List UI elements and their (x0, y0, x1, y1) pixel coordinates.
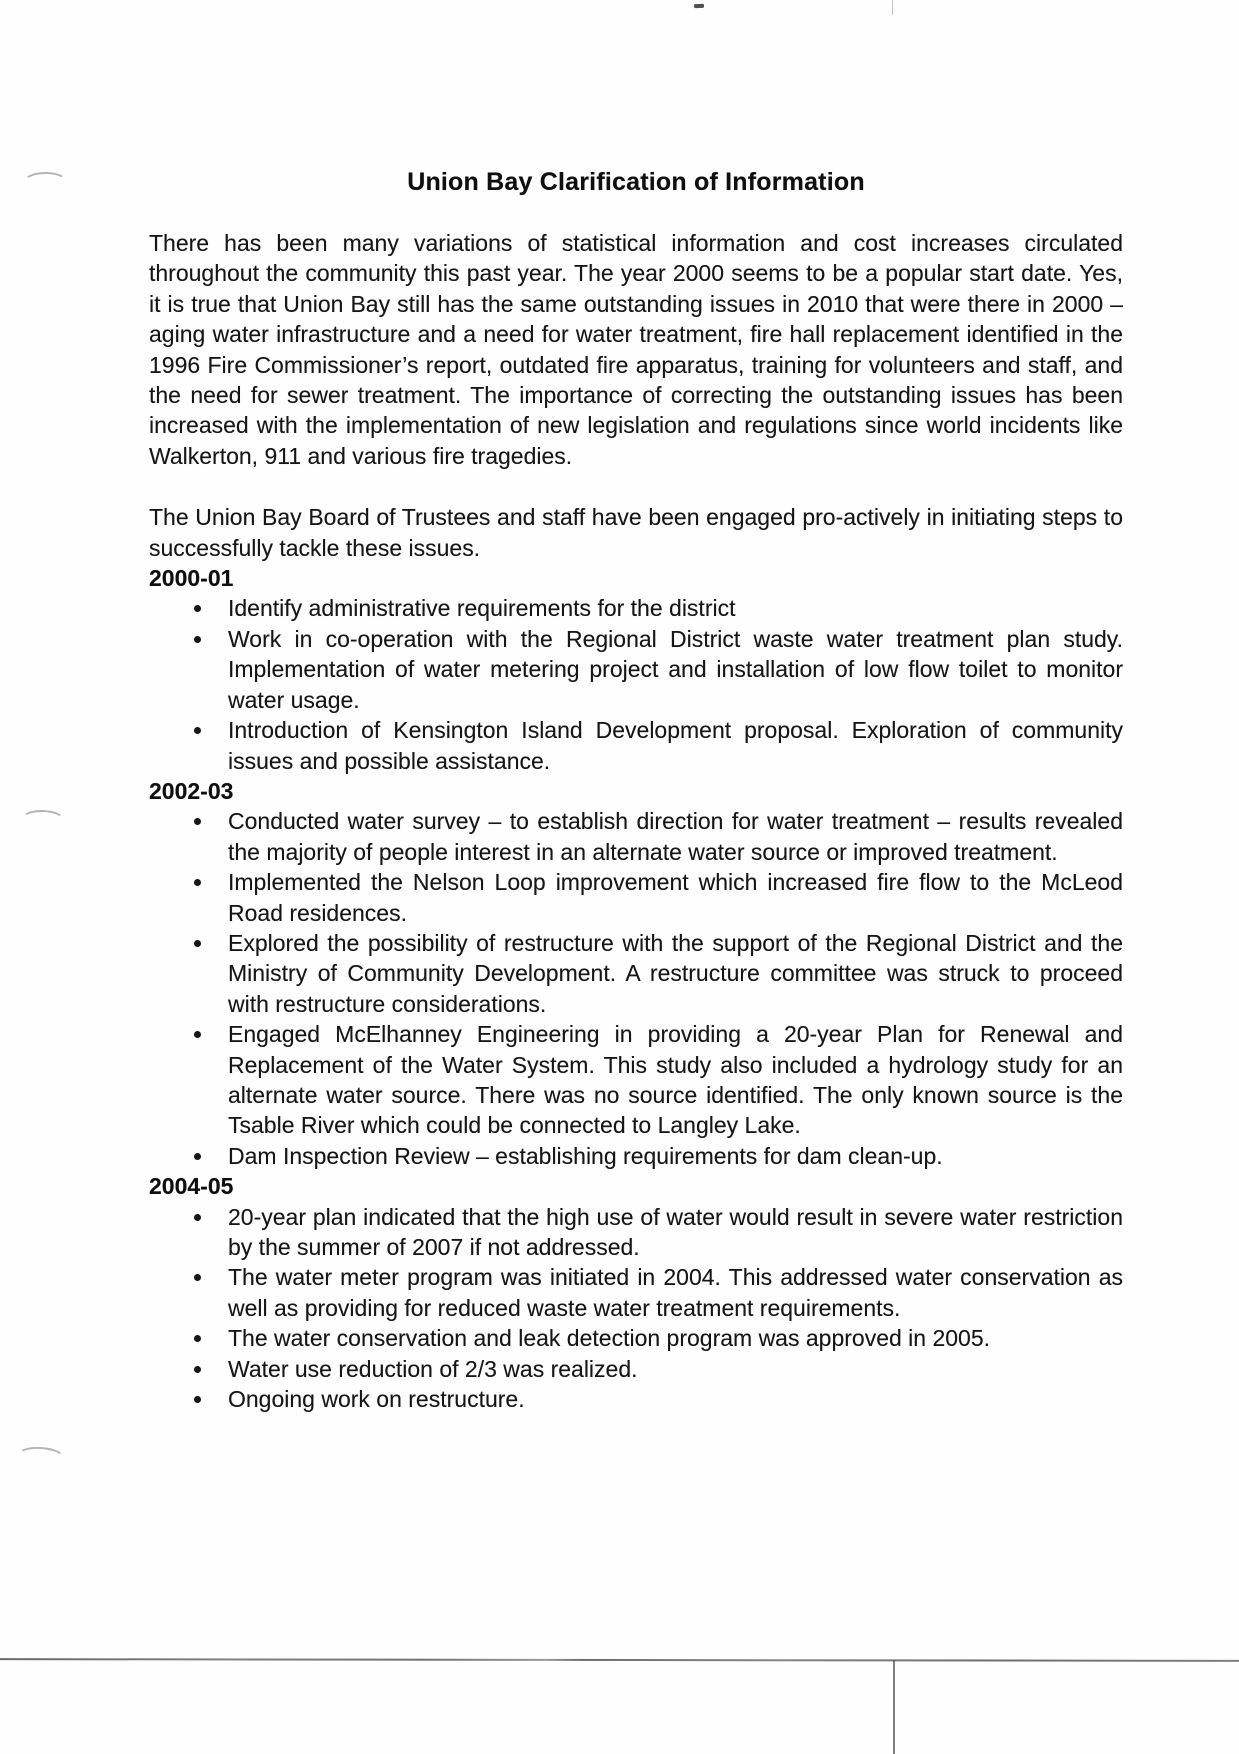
bullet-icon (194, 1396, 201, 1403)
bullet-icon (194, 1153, 201, 1160)
section-heading-2002-03: 2002-03 (149, 777, 234, 804)
list-item (149, 1141, 1123, 1171)
bullet-text: Dam Inspection Review – establishing requirements for dam clean-up. (228, 1142, 943, 1169)
list-item (149, 715, 1123, 776)
bullet-icon (194, 818, 201, 825)
list-item (149, 1262, 1123, 1323)
document-body (149, 228, 1123, 1414)
list-item (149, 624, 1123, 715)
bullet-icon (194, 1335, 201, 1342)
page-title: Union Bay Clarification of Information (407, 168, 865, 196)
bullet-text: Engaged McElhanney Engineering in providing a 20-year Plan for Renewal and Replacement of the Water System. This study also included a hydrology study for an alternate water source. There was no source identified. The only known source is the Tsable River which could be connected to Langley Lake. (228, 1021, 1123, 1139)
bullet-text: Implemented the Nelson Loop improvement which increased fire flow to the McLeod Road residences. (228, 869, 1123, 926)
section-heading-2004-05: 2004-05 (149, 1173, 234, 1200)
list-item (149, 1019, 1123, 1141)
bullet-list-2002-03 (149, 806, 1123, 1171)
bullet-icon (194, 940, 201, 947)
bullet-icon (194, 1031, 201, 1038)
list-item (149, 1354, 1123, 1384)
scan-artifact-arc-1 (23, 172, 67, 193)
bullet-text: 20-year plan indicated that the high use of water would result in severe water restriction by the summer of 2007 if not addressed. (228, 1203, 1123, 1260)
list-item (149, 928, 1123, 1019)
bullet-text: Conducted water survey – to establish direction for water treatment – results revealed the majority of people interest in an alternate water source or improved treatment. (228, 808, 1123, 865)
bullet-icon (194, 1274, 201, 1281)
bullet-icon (194, 605, 201, 612)
bullet-icon (194, 636, 201, 643)
intro-paragraph-2: The Union Bay Board of Trustees and staff have been engaged pro-actively in initiating steps to successfully tackle these issues. (149, 504, 1123, 561)
scan-artifact-horizontal-line (0, 1658, 1239, 1661)
scan-artifact-arc-3 (16, 1445, 65, 1468)
scan-artifact-arc-2 (21, 809, 66, 831)
bullet-text: Identify administrative requirements for the district (228, 595, 736, 622)
bullet-icon (194, 879, 201, 886)
bullet-list-2000-01 (149, 593, 1123, 775)
bullet-icon (194, 1214, 201, 1221)
bullet-list-2004-05 (149, 1202, 1123, 1415)
list-item (149, 1202, 1123, 1263)
bullet-icon (194, 727, 201, 734)
bullet-icon (194, 1366, 201, 1373)
list-item (149, 1323, 1123, 1353)
list-item (149, 1384, 1123, 1414)
bullet-text: Work in co-operation with the Regional District waste water treatment plan study. Implementation of water metering project and installation of low flow toilet to monitor water usage. (228, 625, 1123, 713)
bullet-text: Water use reduction of 2/3 was realized. (228, 1355, 638, 1382)
scan-artifact-vertical-line (893, 1660, 895, 1754)
bullet-text: The water meter program was initiated in 2004. This addressed water conservation as well as providing for reduced waste water treatment requirements. (228, 1264, 1123, 1321)
bullet-text: The water conservation and leak detection program was approved in 2005. (228, 1325, 991, 1352)
list-item (149, 867, 1123, 928)
section-heading-2000-01: 2000-01 (149, 565, 234, 592)
bullet-text: Explored the possibility of restructure with the support of the Regional District and the Ministry of Community Development. A restructure committee was struck to proceed with restructure considerations. (228, 929, 1123, 1017)
bullet-text: Ongoing work on restructure. (228, 1386, 525, 1413)
intro-paragraph-1: There has been many variations of statistical information and cost increases circulated throughout the community this past year. The year 2000 seems to be a popular start date. Yes, it is true that Union Bay still has the same outstanding issues in 2010 that were there in 2000 – aging water infrastructure and a need for water treatment, fire hall replacement identified in the 1996 Fire Commissioner’s report, outdated fire apparatus, training for volunteers and staff, and the need for sewer treatment. The importance of correcting the outstanding issues has been increased with the implementation of new legislation and regulations since world incidents like Walkerton, 911 and various fire tragedies. (149, 230, 1123, 469)
list-item (149, 806, 1123, 867)
scan-artifact-crease-top (892, 0, 893, 15)
list-item (149, 593, 1123, 623)
scan-artifact-dash (694, 4, 704, 8)
bullet-text: Introduction of Kensington Island Development proposal. Exploration of community issues and possible assistance. (228, 717, 1123, 774)
